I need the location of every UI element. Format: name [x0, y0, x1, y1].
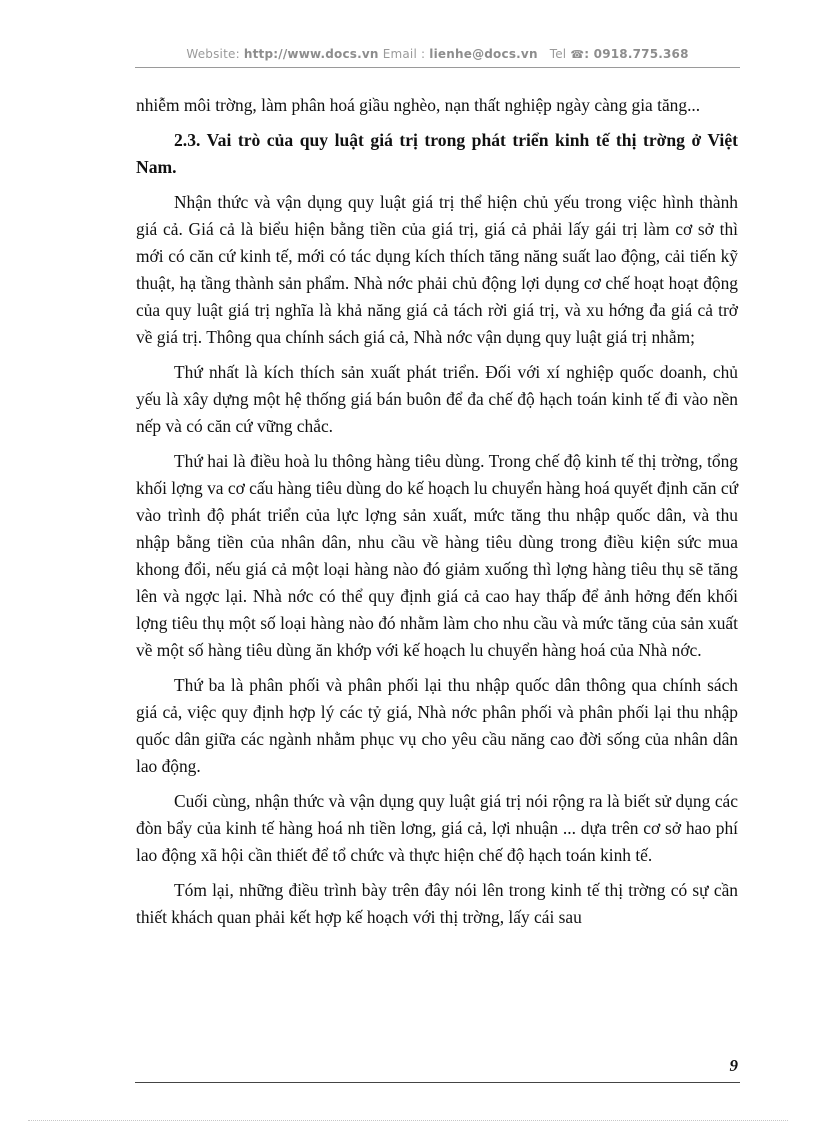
paragraph: Tóm lại, những điều trình bày trên đây nói lên trong kinh tế thị trờng có sự cần thiết khách quan phải kết hợp kế hoạch với thị trờng, lấy cái sau — [136, 880, 738, 927]
paragraph: Cuối cùng, nhận thức và vận dụng quy luật giá trị nói rộng ra là biết sử dụng các đòn bẩy của kinh tế hàng hoá nh tiền lơng, giá cả, lợi nhuận ... dựa trên cơ sở hao phí lao động xã hội cần thiết để tổ chức và thực hiện chế độ hạch toán kinh tế. — [136, 791, 738, 865]
email-label: Email : — [382, 47, 426, 61]
paragraph: Nhận thức và vận dụng quy luật giá trị thể hiện chủ yếu trong việc hình thành giá cả. Giá cả là biểu hiện bằng tiền của giá trị, giá cả phải lấy gái trị làm cơ sở thì mới có căn cứ kinh tế, mới có tác dụng kích thích tăng năng suất lao động, cải tiến kỹ thuật, hạ tầng thành sản phẩm. Nhà nớc phải chủ động lợi dụng cơ chế hoạt hoạt động của quy luật giá trị nghĩa là khả năng giá cả tách rời giá trị, và xu hớng đa giá cả trở về giá trị. Thông qua chính sách giá cả, Nhà nớc vận dụng quy luật giá trị nhằm; — [136, 192, 738, 347]
paragraph: Thứ ba là phân phối và phân phối lại thu nhập quốc dân thông qua chính sách giá cả, việc quy định hợp lý các tỷ giá, Nhà nớc phân phối và phân phối lại thu nhập quốc dân giữa các ngành nhằm phục vụ cho yêu cầu năng cao đời sống của nhân dân lao động. — [136, 675, 738, 776]
tel-value: : 0918.775.368 — [584, 47, 689, 61]
page-header — [135, 47, 740, 61]
website-link[interactable]: http://www.docs.vn — [243, 47, 379, 61]
paragraph-continuation: nhiễm môi trờng, làm phân hoá giầu nghèo, nạn thất nghiệp ngày càng gia tăng... — [136, 95, 701, 115]
section-heading: 2.3. Vai trò của quy luật giá trị trong phát triển kinh tế thị trờng ở Việt Nam. — [136, 130, 738, 177]
document-body — [136, 92, 738, 939]
paragraph: Thứ nhất là kích thích sản xuất phát triển. Đối với xí nghiệp quốc doanh, chủ yếu là xây dựng một hệ thống giá bán buôn để đa chế độ hạch toán kinh tế đi vào nền nếp và có căn cứ vững chắc. — [136, 362, 738, 436]
page-border — [28, 1120, 788, 1121]
email-link[interactable]: lienhe@docs.vn — [429, 47, 538, 61]
header-rule — [135, 67, 740, 68]
page-number: 9 — [729, 1056, 738, 1075]
website-label: Website: — [186, 47, 240, 61]
phone-icon: ☎ — [570, 48, 585, 61]
tel-label: Tel — [549, 47, 567, 61]
paragraph: Thứ hai là điều hoà lu thông hàng tiêu dùng. Trong chế độ kinh tế thị trờng, tổng khối lợng va cơ cấu hàng tiêu dùng do kế hoạch lu chuyển hàng hoá quyết định căn cứ vào trình độ phát triển của lực lợng sản xuất, mức tăng thu nhập quốc dân, và thu nhập bằng tiền của nhân dân, nhu cầu về hàng tiêu dùng trong điều kiện sức mua khong đổi, nếu giá cả một loại hàng nào đó giảm xuống thì lợng hàng tiêu thụ sẽ tăng lên và ngợc lại. Nhà nớc có thể quy định giá cả cao hay thấp để ảnh hởng đến khối lợng tiêu thụ một số loại hàng nào đó nhằm làm cho nhu cầu và mức tăng của sản xuất về một số hàng tiêu dùng ăn khớp với kế hoạch lu chuyển hàng hoá của Nhà nớc. — [136, 451, 738, 660]
footer-rule — [135, 1082, 740, 1083]
